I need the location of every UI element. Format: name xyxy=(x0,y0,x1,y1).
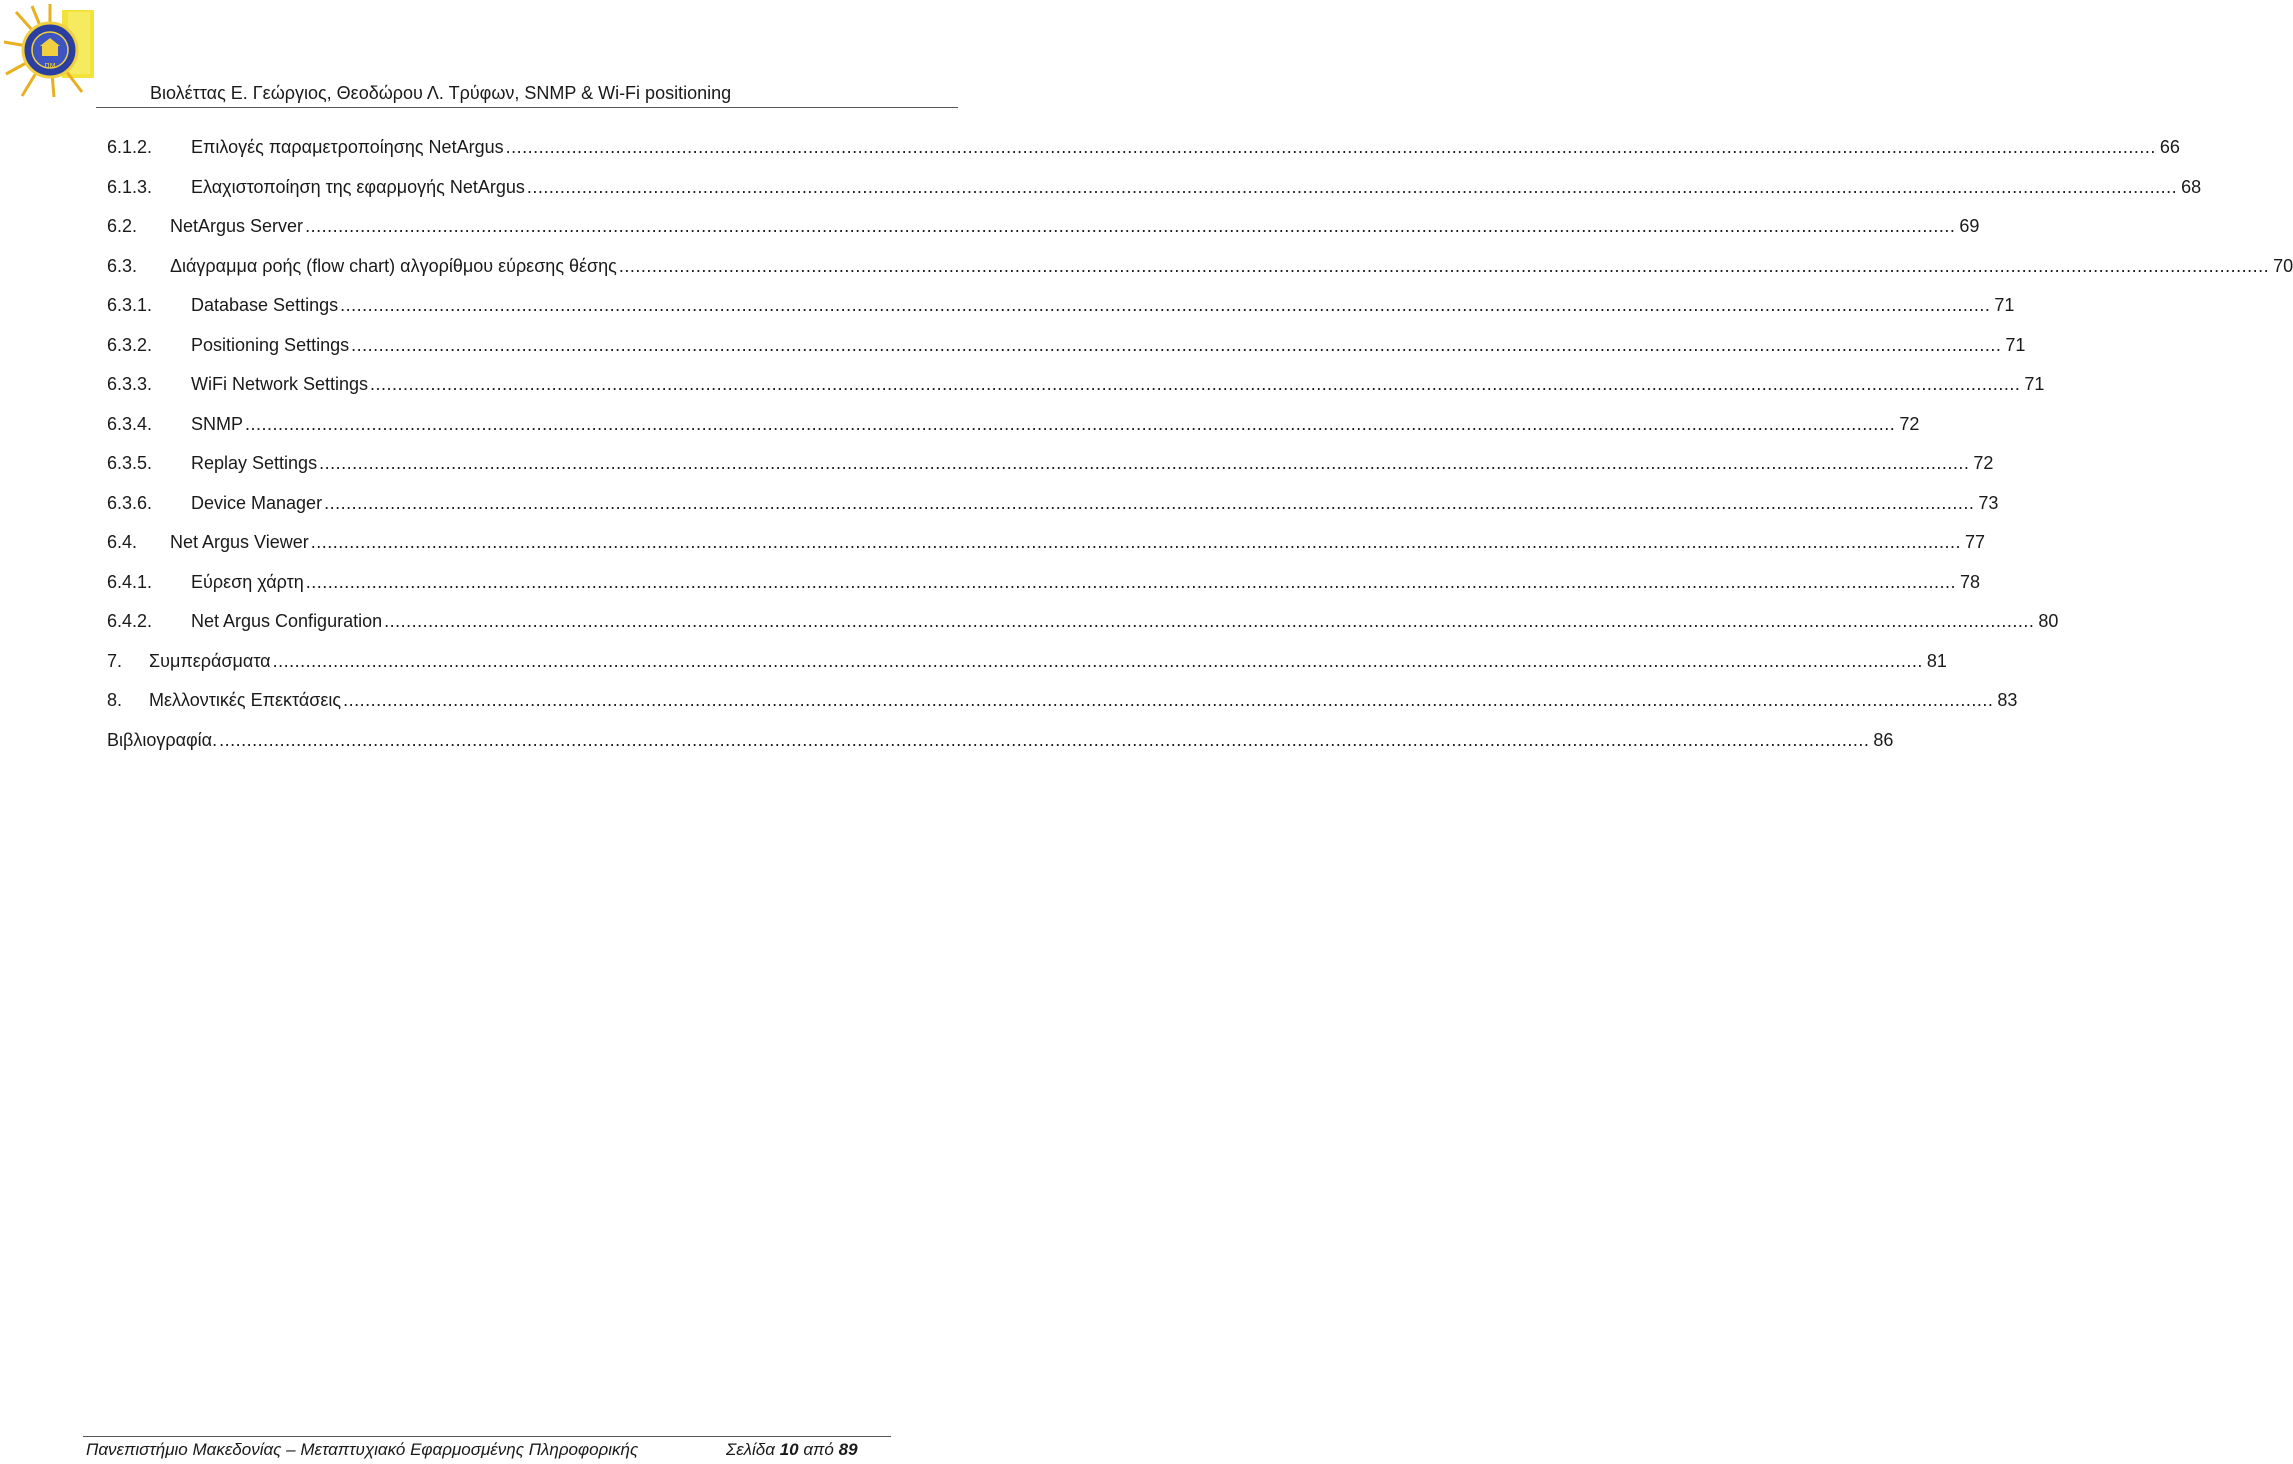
toc-entry-title: Ελαχιστοποίηση της εφαρμογής NetArgus xyxy=(191,174,525,200)
toc-entry[interactable] xyxy=(107,529,1986,569)
table-of-contents xyxy=(107,134,2293,766)
toc-entry-number: 6.3.2. xyxy=(107,334,153,355)
toc-dot-leader: ............................................................................................................................................................................................................................................................................................................ xyxy=(310,532,1962,552)
toc-entry-title: Replay Settings xyxy=(191,450,317,476)
toc-entry-title: Βιβλιογραφία. xyxy=(107,727,217,753)
toc-entry[interactable] xyxy=(107,608,2059,648)
toc-dot-leader: ............................................................................................................................................................................................................................................................................................................ xyxy=(245,413,1896,434)
toc-entry[interactable] xyxy=(107,134,2180,174)
running-header: Βιολέττας Ε. Γεώργιος, Θεοδώρου Λ. Τρύφων, SNMP & Wi-Fi positioning xyxy=(150,83,732,103)
footer-page-number: Σελίδα 10 από 89 xyxy=(726,1440,858,1459)
toc-dot-leader: ............................................................................................................................................................................................................................................................................................................ xyxy=(384,611,2035,631)
toc-dot-leader: ............................................................................................................................................................................................................................................................................................................ xyxy=(305,571,1957,592)
toc-entry[interactable] xyxy=(107,490,1999,530)
toc-entry-page: 80 xyxy=(2038,611,2059,631)
toc-entry-title: Εύρεση χάρτη xyxy=(191,569,304,595)
toc-entry-page: 70 xyxy=(2273,255,2293,276)
toc-entry[interactable] xyxy=(107,648,1947,688)
toc-entry-page: 72 xyxy=(1973,453,1994,473)
toc-entry-number: 6.3.4. xyxy=(107,413,153,434)
toc-entry[interactable] xyxy=(107,174,2202,214)
toc-entry-page: 69 xyxy=(1959,216,1980,236)
toc-entry-number: 6.3. xyxy=(107,255,138,276)
toc-dot-leader: ............................................................................................................................................................................................................................................................................................................ xyxy=(343,690,1994,710)
toc-entry-page: 71 xyxy=(2024,374,2045,394)
toc-entry[interactable] xyxy=(107,213,1980,253)
toc-dot-leader: ............................................................................................................................................................................................................................................................................................................ xyxy=(219,729,1870,750)
toc-entry-number: 6.4.2. xyxy=(107,611,153,631)
toc-entry-title: Επιλογές παραμετροποίησης NetArgus xyxy=(191,134,504,160)
toc-dot-leader: ............................................................................................................................................................................................................................................................................................................ xyxy=(618,255,2270,276)
toc-entry-page: 68 xyxy=(2181,176,2202,197)
toc-entry-page: 78 xyxy=(1960,571,1981,592)
toc-entry-number: 8. xyxy=(107,690,123,710)
toc-entry-number: 6.4.1. xyxy=(107,571,153,592)
toc-entry-number: 7. xyxy=(107,650,123,671)
toc-entry-page: 83 xyxy=(1997,690,2018,710)
toc-dot-leader: ............................................................................................................................................................................................................................................................................................................ xyxy=(272,650,1923,671)
toc-entry-number: 6.4. xyxy=(107,532,138,552)
toc-entry[interactable] xyxy=(107,687,2018,727)
toc-entry[interactable] xyxy=(107,450,1994,490)
toc-entry-title: Συμπεράσματα xyxy=(149,648,271,674)
toc-entry-number: 6.1.3. xyxy=(107,176,153,197)
footer-divider xyxy=(83,1436,891,1437)
toc-dot-leader: ............................................................................................................................................................................................................................................................................................................ xyxy=(526,176,2178,197)
toc-entry-title: Net Argus Configuration xyxy=(191,608,382,634)
toc-dot-leader: ............................................................................................................................................................................................................................................................................................................ xyxy=(319,453,1970,473)
toc-dot-leader: ............................................................................................................................................................................................................................................................................................................ xyxy=(340,295,1991,315)
toc-entry-number: 6.3.5. xyxy=(107,453,153,473)
toc-entry[interactable] xyxy=(107,411,1920,451)
toc-entry[interactable] xyxy=(107,371,2045,411)
toc-dot-leader: ............................................................................................................................................................................................................................................................................................................ xyxy=(505,137,2156,157)
toc-entry-title: Device Manager xyxy=(191,490,322,516)
toc-dot-leader: ............................................................................................................................................................................................................................................................................................................ xyxy=(351,334,2002,355)
toc-entry-number: 6.2. xyxy=(107,216,138,236)
toc-entry-title: SNMP xyxy=(191,411,243,437)
toc-entry[interactable] xyxy=(107,727,1894,767)
toc-entry-title: Διάγραμμα ροής (flow chart) αλγορίθμου εύρεσης θέσης xyxy=(170,253,617,279)
toc-entry-number: 6.1.2. xyxy=(107,137,153,157)
toc-entry-page: 71 xyxy=(1994,295,2015,315)
toc-entry[interactable] xyxy=(107,292,2015,332)
toc-entry-title: Net Argus Viewer xyxy=(170,529,309,555)
toc-dot-leader: ............................................................................................................................................................................................................................................................................................................ xyxy=(324,492,1975,513)
toc-entry-number: 6.3.6. xyxy=(107,492,153,513)
toc-entry-title: Database Settings xyxy=(191,292,338,318)
toc-entry-title: NetArgus Server xyxy=(170,213,303,239)
svg-text:ΠΜ: ΠΜ xyxy=(44,62,56,70)
toc-entry[interactable] xyxy=(107,253,2293,293)
toc-entry[interactable] xyxy=(107,569,1981,609)
footer-institution: Πανεπιστήμιο Μακεδονίας – Μεταπτυχιακό Εφαρμοσμένης Πληροφορικής xyxy=(86,1440,639,1459)
toc-dot-leader: ............................................................................................................................................................................................................................................................................................................ xyxy=(305,216,1956,236)
toc-entry-title: Μελλοντικές Επεκτάσεις xyxy=(149,687,341,713)
toc-entry-page: 72 xyxy=(1899,413,1920,434)
header-divider xyxy=(96,107,958,108)
toc-entry-page: 66 xyxy=(2159,137,2180,157)
toc-entry-number: 6.3.1. xyxy=(107,295,153,315)
toc-entry-page: 71 xyxy=(2005,334,2026,355)
toc-entry-page: 81 xyxy=(1926,650,1947,671)
toc-entry-page: 73 xyxy=(1978,492,1999,513)
toc-entry-page: 86 xyxy=(1873,729,1894,750)
toc-dot-leader: ............................................................................................................................................................................................................................................................................................................ xyxy=(370,374,2021,394)
toc-entry-title: WiFi Network Settings xyxy=(191,371,368,397)
toc-entry[interactable] xyxy=(107,332,2026,372)
toc-entry-title: Positioning Settings xyxy=(191,332,349,358)
university-seal-logo xyxy=(2,2,98,98)
toc-entry-page: 77 xyxy=(1965,532,1986,552)
toc-entry-number: 6.3.3. xyxy=(107,374,153,394)
